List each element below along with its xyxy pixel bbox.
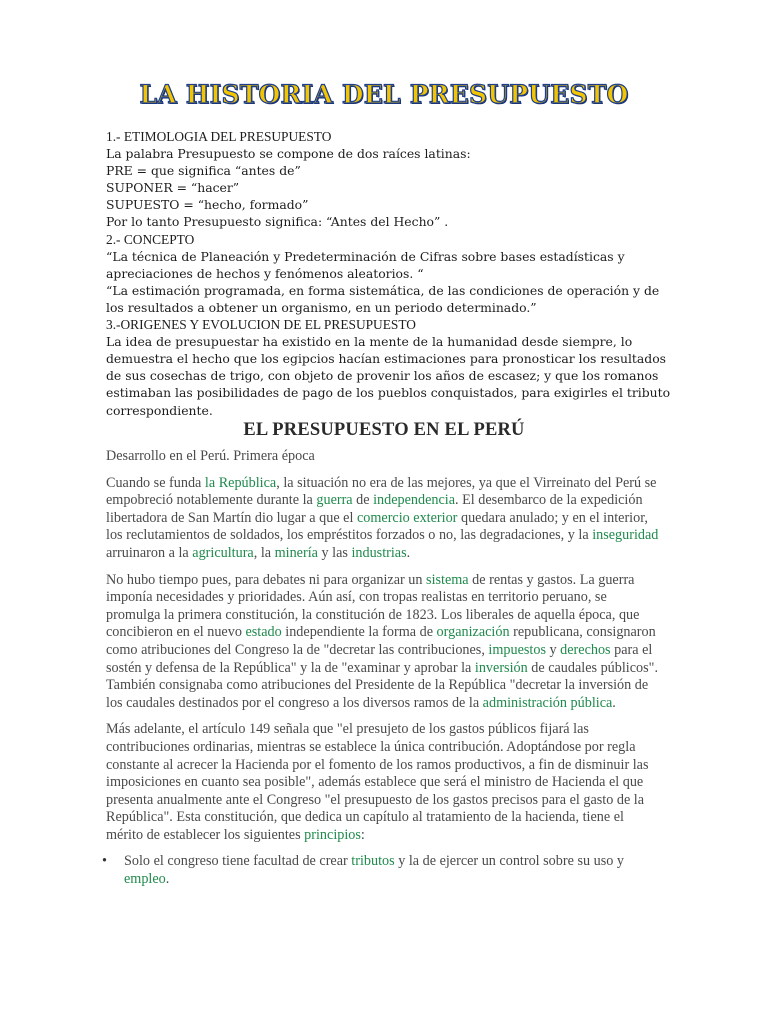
origenes-paragraph: La idea de presupuestar ha existido en la mente de la humanidad desde siempre, lo demuestra el hecho que los egipcios hacían estimaciones para pronosticar los resultados de sus cosechas de trigo, con objeto de provenir los años de escasez; y que los romanos estimaban las posibilidades de pago de los pueblos conquistados, para exigirles el tributo correspondiente. — [106, 334, 671, 418]
text-span: : — [360, 826, 365, 843]
text-span: quedara anulado; y en el interior, los reclutamientos de soldados, los empréstitos forzados o no, las degradaciones, y la — [106, 509, 648, 544]
text-span: , la situación no era de las mejores, ya que el Virreinato del Perú se empobreció notablemente durante la — [106, 474, 657, 509]
heading-concepto: 2.- CONCEPTO — [106, 231, 195, 247]
text-span: y las — [317, 544, 352, 561]
link-comercio-exterior[interactable]: comercio exterior — [356, 509, 458, 526]
document-title: LA HISTORIA DEL PRESUPUESTO — [139, 80, 629, 109]
title-container — [0, 80, 768, 109]
link-inseguridad[interactable]: inseguridad — [592, 527, 659, 544]
link-derechos[interactable]: derechos — [560, 641, 611, 658]
text-span: Solo el congreso tiene facultad de crear — [124, 853, 352, 870]
link-tributos[interactable]: tributos — [351, 853, 395, 870]
link-principios[interactable]: principios — [304, 826, 361, 843]
text-span: No hubo tiempo pues, para debates ni para organizar un — [106, 571, 427, 588]
text-span: . — [165, 871, 170, 888]
heading-origenes: 3.-ORIGENES Y EVOLUCION DE EL PRESUPUESTO — [106, 317, 416, 333]
etimologia-line-3: SUPONER = “hacer” — [106, 180, 240, 196]
text-span: independiente la forma de — [281, 624, 437, 641]
paragraph-1 — [106, 475, 662, 563]
link-mineria[interactable]: minería — [274, 544, 318, 561]
link-agricultura[interactable]: agricultura — [192, 544, 254, 561]
text-span: arruinaron a la — [106, 544, 193, 561]
section-intro — [106, 128, 676, 419]
link-empleo[interactable]: empleo — [124, 871, 166, 888]
link-estado[interactable]: estado — [245, 624, 282, 641]
list-item — [102, 853, 662, 888]
intro-paragraph: Desarrollo en el Perú. Primera época — [106, 448, 315, 464]
link-industrias[interactable]: industrias — [351, 544, 407, 561]
text-span: de — [352, 492, 374, 509]
heading-etimologia: 1.- ETIMOLOGIA DEL PRESUPUESTO — [106, 129, 332, 144]
text-span: . El desembarco de la expedición libertadora de San Martín dio lugar a que el — [106, 492, 643, 526]
concepto-quote-2: “La estimación programada, en forma sistemática, de las condiciones de operación y de los resultados a obtener un organismo, en un periodo determinado.” — [106, 282, 660, 315]
text-span: republicana, consignaron como atribuciones del Congreso la de "decretar las contribuciones, — [106, 624, 656, 658]
text-span: . — [406, 544, 411, 561]
link-sistema[interactable]: sistema — [426, 571, 469, 588]
text-span: y la de ejercer un control sobre su uso y — [394, 853, 624, 870]
link-inversion[interactable]: inversión — [474, 659, 528, 676]
text-span: de caudales públicos". También consignaba como atribuciones del Presidente de la República "decretar la inversión de los caudales destinados por el congreso a los diversos ramos de la — [106, 659, 658, 711]
etimologia-line-2: PRE = que significa “antes de” — [106, 163, 301, 179]
principles-list — [102, 853, 662, 888]
text-span: . — [612, 694, 616, 711]
link-organizacion[interactable]: organización — [436, 624, 510, 641]
section-peru-title: EL PRESUPUESTO EN EL PERÚ — [243, 420, 525, 440]
link-administracion-publica[interactable]: administración pública — [482, 694, 613, 711]
etimologia-line-1: La palabra Presupuesto se compone de dos raíces latinas: — [106, 146, 471, 162]
link-guerra[interactable]: guerra — [316, 492, 353, 509]
etimologia-line-4: SUPUESTO = “hecho, formado” — [106, 197, 309, 213]
paragraph-3 — [106, 721, 662, 844]
link-la-republica[interactable]: la República — [204, 474, 277, 491]
text-span: y — [545, 641, 561, 658]
text-span: Cuando se funda — [106, 474, 205, 491]
text-span: , la — [253, 544, 275, 561]
link-impuestos[interactable]: impuestos — [488, 641, 546, 658]
bullet-icon: • — [102, 853, 107, 870]
text-span: Más adelante, el artículo 149 señala que "el presujeto de los gastos públicos fijará las contribuciones ordinarias, mientras se establece la única contribución. Adoptándose por regla constante al acrecer la Hacienda por el fomento de los ramos productivos, a fin de disminuir las imposiciones en cuanto sea posible", además establece que será el ministro de Hacienda el que presenta anualmente ante el Congreso "el presupuesto de los gastos precisos para el gasto de la República". Esta constitución, que dedica un capítulo al tratamiento de la hacienda, tiene el mérito de establecer los siguientes — [106, 721, 649, 843]
section-peru — [102, 448, 662, 889]
paragraph-2 — [106, 572, 662, 713]
text-span: de rentas y gastos. La guerra imponía necesidades y prioridades. Aún así, con tropas realistas en territorio peruano, se promulga la primera constitución, la constitución de 1823. Los liberales de aquella época, que concibieron en el nuevo — [106, 571, 640, 641]
text-span: para el sostén y defensa de la República" y la de "examinar y aprobar la — [106, 641, 653, 676]
concepto-quote-1: “La técnica de Planeación y Predeterminación de Cifras sobre bases estadísticas y apreciaciones de hechos y fenómenos aleatorios. “ — [106, 248, 625, 281]
link-independencia[interactable]: independencia — [373, 492, 456, 509]
etimologia-line-5: Por lo tanto Presupuesto significa: “Antes del Hecho” . — [106, 214, 449, 230]
